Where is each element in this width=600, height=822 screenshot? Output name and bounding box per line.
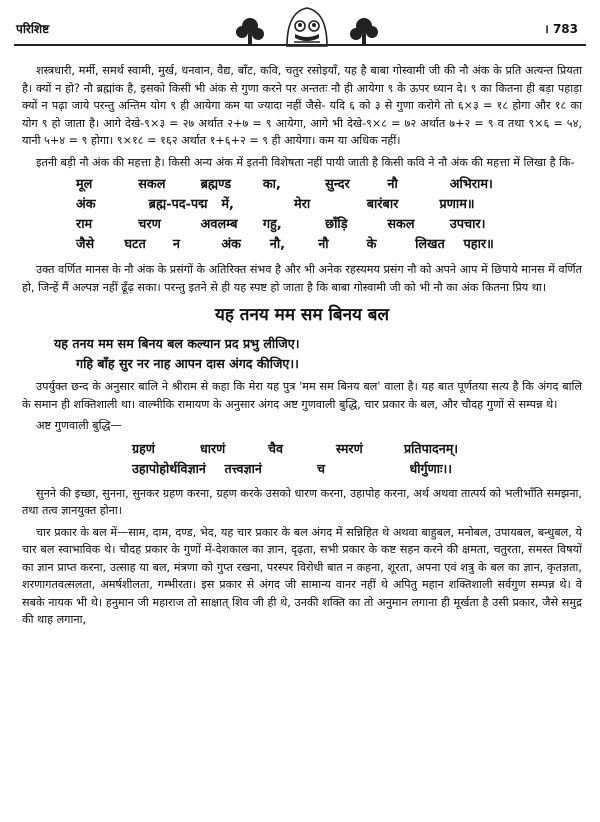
verse-word: अंक (76, 197, 96, 212)
verse-word: नौ, (269, 237, 286, 252)
verse-word: राम (76, 217, 93, 232)
verse-word: लिखत (415, 237, 445, 252)
shloka-word: उहापोहोर्थविज्ञानं (132, 460, 206, 476)
verse-word: ब्रह्म-पद-पद्म (148, 197, 208, 212)
verse-word: न (172, 237, 180, 252)
shloka-word: स्मरणं (336, 440, 363, 456)
verse-word: सकल (387, 217, 415, 232)
verse-line (22, 215, 582, 235)
paragraph: शस्त्रधारी, मर्मी, समर्थ स्वामी, मुर्ख, धनवान, वैद्य, बाँट, कवि, चतुर रसोइयाँ, यह है बाबा गोस्वामी जी की नौ अंक के प्रति अत्यन्त प्रियता है। क्यों न हो? नौ ब्रह्मांक है, इसको किसी भी अंक से गुणा करने पर अन्ततः नौ ही आयेगा ९ के ऊपर ध्यान दे। ९ का कितना ही बड़ा पहाड़ा क्यों न पढ़ा जाये परन्तु अन्तिम योग ९ ही आयेगा कम या ज्यादा नहीं जैसे- यदि ६ को ३ से गुणा करोगे तो ६×३ = १८ होगा और १८ का योग ९ हो जाता है। आगे देखे-९×३ = २७ अर्थात २+७ = ९ आयेगा, आगे भी देखे-९×८ = ७२ अर्थात ७+२ = ९ व तथा ९×६ = ५४, यानी ५+४ = ९ होगा। ९×१८ = १६२ अर्थात १+६+२ = ९ ही आयेगा। कम या अधिक नहीं। (22, 64, 582, 147)
verse-word: नौ (318, 237, 329, 252)
verse-word: में, (221, 197, 234, 212)
verse-block (22, 175, 582, 255)
paragraph: उक्त वर्णित मानस के नौ अंक के प्रसंगों के अतिरिक्त संभव है और भी अनेक रहस्यमय प्रसंग नौ को अपने आप में छिपाये मानस में वर्णित हो, जिन्हें मैं अल्पज्ञ नहीं ढूँढ़ सका। परन्तु इतने से ही यह स्पष्ट हो जाता है कि बाबा गोस्वामी जी को भी नौ का अंक कितना प्रिय था। (22, 263, 582, 294)
section-title: परिशिष्ट (16, 22, 50, 36)
verse-word: अभिराम। (449, 177, 493, 192)
verse-word: का, (262, 177, 281, 192)
shloka-word: तत्त्वज्ञानं (224, 460, 262, 476)
verse-word: घटत (124, 237, 146, 252)
shloka-line (22, 439, 582, 459)
shloka-word: प्रतिपादनम्। (404, 440, 459, 456)
verse-word: पहार॥ (463, 237, 494, 252)
verse-word: चरण (138, 217, 161, 232)
verse-line (22, 175, 582, 195)
paragraph: उपर्युक्त छन्द के अनुसार बालि ने श्रीराम से कहा कि मेरा यह पुत्र 'मम सम बिनय बल' वाला है। यह बात पूर्णतया सत्य है कि अंगद बालि के समान ही शक्तिशाली था। वाल्मीकि रामायण के अनुसार अंगद अष्ट गुणवाली बुद्धि, चार प्रकार के बल, और चौदह गुणों से सम्पन्न थे। (22, 380, 582, 411)
verse-word: मेरा (294, 197, 311, 212)
shloka-word: धारणं (200, 440, 226, 456)
verse-word: बारंबार (366, 197, 399, 212)
verse-word: सकल (138, 177, 166, 192)
verse-word: अवलम्ब (200, 217, 238, 232)
shloka-word: चैव (268, 440, 283, 456)
verse-word: छाँड़ि (325, 217, 348, 232)
verse-line (22, 235, 582, 255)
page-header (0, 0, 600, 50)
verse-word: गहु, (262, 217, 282, 232)
shloka-word: च (317, 460, 325, 476)
couplet-line: यह तनय मम सम बिनय बल कल्यान प्रद प्रभु लीजिए। (54, 336, 300, 351)
page-body (22, 62, 582, 633)
paragraph: चार प्रकार के बल में—साम, दाम, दण्ड, भेद, यह चार प्रकार के बल अंगद में सन्निहित थे अथवा बाहुबल, मनोबल, उपायबल, बन्धुबल, ये चार बल स्वाभाविक थे। चौदह प्रकार के गुणों में-देशकाल का ज्ञान, दृढ़ता, सभी प्रकार के कष्ट सहन करने की क्षमता, चतुरता, समस्त विषयों का ज्ञान प्राप्त करना, उत्साह या बल, मंत्रणा को गुप्त रखना, परस्पर विरोधी बात न कहना, शूरता, अपना एवं शत्रु के बल का ज्ञान, कृतज्ञता, शरणागतवत्सलता, अमर्षशीलता, गम्भीरता। इस प्रकार से अंगद जी सामान्य वानर नहीं थे अपितु महान शक्तिशाली सर्वगुण सम्पन्न थे। वे सबके नायक भी थे। हनुमान जी महाराज तो साक्षात् शिव जी ही थे, उनकी शक्ति का तो अनुमान लगाना ही मूर्खता है उसी प्रकार, जैसे समुद्र की थाह लगाना, (22, 525, 582, 626)
verse-word: प्रणाम॥ (439, 197, 475, 212)
shloka-line (22, 459, 582, 479)
shloka-block (22, 439, 582, 479)
paragraph: अष्ट गुणवाली बुद्धि— (36, 419, 122, 432)
page-number: । 783 (544, 22, 578, 36)
verse-word: अंक (221, 237, 241, 252)
verse-word: के (366, 237, 377, 252)
verse-word: नौ (387, 177, 398, 192)
couplet-line: गहि बाँह सुर नर नाह आपन दास अंगद कीजिए।। (76, 356, 299, 371)
verse-word: सुन्दर (325, 177, 350, 192)
paragraph: सुनने की इच्छा, सुनना, सुनकर ग्रहण करना, ग्रहण करके उसको धारण करना, उहापोह करना, अर्थ अथवा तात्पर्य को भलीभाँति समझना, तथा तत्व ज्ञानयुक्त होना। (22, 486, 582, 517)
shloka-word: धीर्गुणाः।। (409, 460, 453, 476)
shloka-word: ग्रहणं (132, 440, 155, 456)
verse-word: उपचार। (449, 217, 486, 232)
header-rule (14, 44, 586, 46)
verse-word: मूल (76, 177, 93, 192)
section-heading: यह तनय मम सम बिनय बल (214, 305, 390, 325)
paragraph: इतनी बड़ी नौ अंक की महत्ता है। किसी अन्य अंक में इतनी विशेषता नहीं पायी जाती है किसी कवि ने नौ अंक की महत्ता में लिखा है कि- (36, 155, 575, 169)
verse-word: ब्रह्मण्ड (200, 177, 232, 192)
verse-line (22, 195, 582, 215)
verse-word: जैसे (76, 237, 95, 252)
